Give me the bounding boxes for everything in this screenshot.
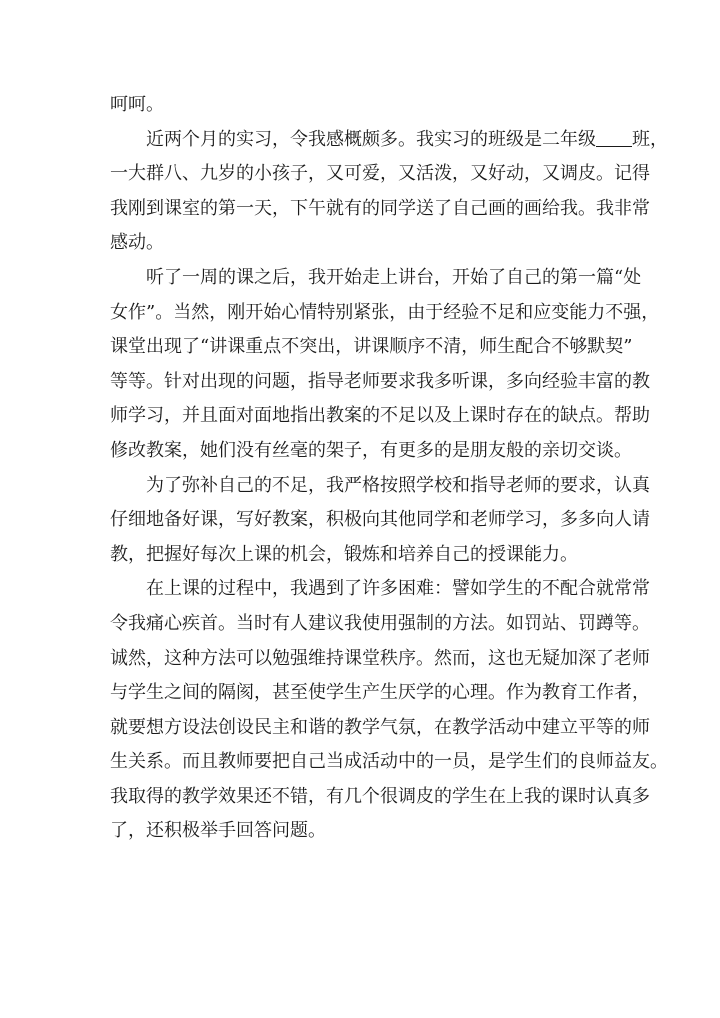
paragraph-4 bbox=[110, 469, 650, 573]
text-line: 诚然，这种方法可以勉强维持课堂秩序。然而，这也无疑加深了老师 bbox=[110, 647, 650, 669]
text-line: 师学习，并且面对面地指出教案的不足以及上课时存在的缺点。帮助 bbox=[110, 405, 650, 427]
text-line: 等等。针对出现的问题，指导老师要求我多听课，多向经验丰富的教 bbox=[110, 370, 650, 392]
text-line: 修改教案，她们没有丝毫的架子，有更多的是朋友般的亲切交谈。 bbox=[110, 439, 632, 461]
text-line: 在上课的过程中，我遇到了许多困难：譬如学生的不配合就常常 bbox=[146, 578, 650, 600]
text-line: 女作”。当然，刚开始心情特别紧张，由于经验不足和应变能力不强， bbox=[110, 301, 660, 323]
text-line bbox=[110, 123, 668, 158]
text-line: 为了弥补自己的不足，我严格按照学校和指导老师的要求，认真 bbox=[146, 474, 650, 496]
text-line: 教，把握好每次上课的机会，锻炼和培养自己的授课能力。 bbox=[110, 543, 578, 565]
text-segment: 近两个月的实习，令我感概颇多。我实习的班级是二年级 bbox=[146, 128, 596, 150]
document-body bbox=[110, 88, 668, 849]
text-line: 生关系。而且教师要把自己当成活动中的一员，是学生们的良师益友。 bbox=[110, 751, 668, 773]
text-line: 与学生之间的隔阂，甚至使学生产生厌学的心理。作为教育工作者， bbox=[110, 682, 650, 704]
text-line: 呵呵。 bbox=[110, 94, 164, 115]
fill-in-blank bbox=[596, 128, 632, 147]
text-line: 我取得的教学效果还不错，有几个很调皮的学生在上我的课时认真多 bbox=[110, 785, 650, 807]
paragraph-3 bbox=[110, 261, 660, 469]
text-line: 就要想方设法创设民主和谐的教学气氛，在教学活动中建立平等的师 bbox=[110, 716, 650, 738]
text-line: 一大群八、九岁的小孩子，又可爱，又活泼，又好动，又调皮。记得 bbox=[110, 163, 650, 185]
paragraph-1 bbox=[110, 88, 610, 123]
text-line: 我刚到课室的第一天，下午就有的同学送了自己画的画给我。我非常 bbox=[110, 197, 650, 219]
text-line: 听了一周的课之后，我开始走上讲台，开始了自己的第一篇“处 bbox=[146, 266, 642, 288]
text-line: 课堂出现了“讲课重点不突出，讲课顺序不清，师生配合不够默契” bbox=[110, 336, 633, 358]
text-segment: 班， bbox=[632, 128, 668, 150]
text-line: 仔细地备好课，写好教案，积极向其他同学和老师学习，多多向人请 bbox=[110, 509, 650, 531]
paragraph-5 bbox=[110, 572, 668, 849]
paragraph-2 bbox=[110, 123, 668, 261]
text-line: 了，还积极举手回答问题。 bbox=[110, 820, 326, 842]
text-line: 令我痛心疾首。当时有人建议我使用强制的方法。如罚站、罚蹲等。 bbox=[110, 612, 650, 634]
text-line: 感动。 bbox=[110, 232, 164, 254]
